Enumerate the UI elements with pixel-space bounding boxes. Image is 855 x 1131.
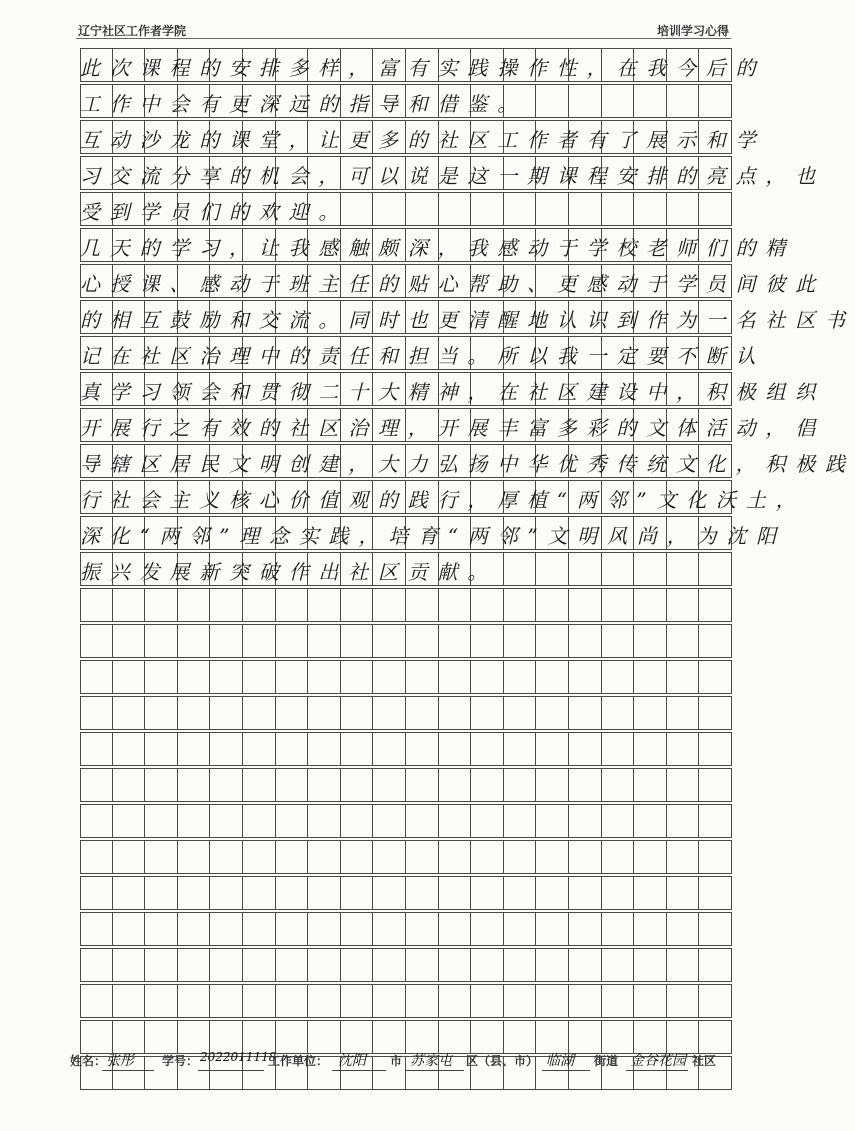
city-label: 市 [390, 1054, 403, 1068]
grid-row [80, 984, 732, 1018]
grid-row [80, 372, 825, 406]
grid-row [80, 1020, 732, 1054]
handwritten-line: 真学习领会和贯彻二十大精神，在社区建设中，积极组织 [80, 380, 825, 404]
handwritten-line [80, 988, 732, 1016]
grid-row [80, 552, 732, 586]
handwritten-line [80, 952, 732, 980]
unit-label: 工作单位： [268, 1054, 329, 1068]
signature-footer [70, 1050, 750, 1074]
street-label: 街道 [594, 1054, 619, 1068]
id-value: 2022011118 [200, 1050, 277, 1064]
handwritten-line [80, 844, 732, 872]
grid-row [80, 408, 825, 442]
handwritten-line: 此次课程的安排多样，富有实践操作性，在我今后的 [80, 56, 766, 80]
grid-row [80, 840, 732, 874]
grid-row [80, 480, 806, 514]
grid-row [80, 912, 732, 946]
handwritten-line: 互动沙龙的课堂，让更多的社区工作者有了展示和学 [80, 128, 766, 152]
grid-row [80, 120, 766, 154]
grid-row [80, 516, 786, 550]
handwritten-line: 振兴发展新突破作出社区贡献。 [80, 560, 498, 584]
grid-row [80, 732, 732, 766]
handwritten-line [80, 592, 732, 620]
city-value: 沈阳 [338, 1053, 366, 1069]
grid-row [80, 588, 732, 622]
grid-row [80, 336, 766, 370]
grid-row [80, 804, 732, 838]
document-type: 培训学习心得 [656, 24, 729, 38]
name-value: 张彤 [106, 1053, 134, 1069]
grid-row [80, 228, 796, 262]
community-value: 金谷花园 [630, 1053, 686, 1069]
grid-row [80, 192, 732, 226]
id-underline [198, 1070, 264, 1071]
header-rule [76, 38, 731, 39]
handwritten-line: 的相互鼓励和交流。同时也更清醒地认识到作为一名社区书 [80, 308, 855, 332]
city-underline [332, 1070, 386, 1071]
writing-grid [80, 48, 855, 1044]
handwritten-line: 开展行之有效的社区治理，开展丰富多彩的文体活动，倡 [80, 416, 825, 440]
handwritten-line: 心授课、感动于班主任的贴心帮助、更感动于学员间彼此 [80, 272, 825, 296]
grid-row [80, 444, 855, 478]
district-value: 苏家屯 [410, 1053, 452, 1069]
grid-row [80, 696, 732, 730]
handwritten-line: 工作中会有更深远的指导和借鉴。 [80, 92, 527, 116]
handwritten-line [80, 772, 732, 800]
name-underline [102, 1070, 154, 1071]
street-value: 临湖 [546, 1053, 574, 1069]
grid-row [80, 768, 732, 802]
handwritten-line: 导辖区居民文明创建，大力弘扬中华优秀传统文化，积极践 [80, 452, 855, 476]
community-label: 社区 [692, 1054, 717, 1068]
page-header [0, 0, 799, 40]
handwritten-line [80, 664, 732, 692]
grid-row [80, 660, 732, 694]
handwritten-line [80, 1024, 732, 1052]
handwritten-line: 习交流分享的机会，可以说是这一期课程安排的亮点，也 [80, 164, 825, 188]
grid-row [80, 156, 825, 190]
district-label: 区（县、市） [466, 1054, 539, 1068]
community-underline [626, 1070, 688, 1071]
grid-row [80, 84, 732, 118]
street-underline [542, 1070, 590, 1071]
handwritten-line [80, 736, 732, 764]
handwritten-line: 受到学员们的欢迎。 [80, 200, 349, 224]
grid-row [80, 876, 732, 910]
org-name: 辽宁社区工作者学院 [78, 24, 187, 38]
handwritten-line [80, 916, 732, 944]
grid-row [80, 948, 732, 982]
grid-row [80, 300, 855, 334]
id-label: 学号： [162, 1054, 199, 1068]
handwritten-line [80, 880, 732, 908]
grid-row [80, 264, 825, 298]
name-label: 姓名： [70, 1054, 107, 1068]
grid-row [80, 48, 766, 82]
handwritten-line [80, 700, 732, 728]
handwritten-line: 深化“两邻”理念实践，培育“两邻”文明风尚，为沈阳 [80, 524, 786, 548]
handwritten-line: 行社会主义核心价值观的践行，厚植“两邻”文化沃土， [80, 488, 806, 512]
handwritten-line: 记在社区治理中的责任和担当。所以我一定要不断认 [80, 344, 766, 368]
handwritten-line: 几天的学习，让我感触颇深，我感动于学校老师们的精 [80, 236, 796, 260]
grid-row [80, 624, 732, 658]
district-underline [406, 1070, 464, 1071]
handwritten-line [80, 628, 732, 656]
handwritten-line [80, 808, 732, 836]
